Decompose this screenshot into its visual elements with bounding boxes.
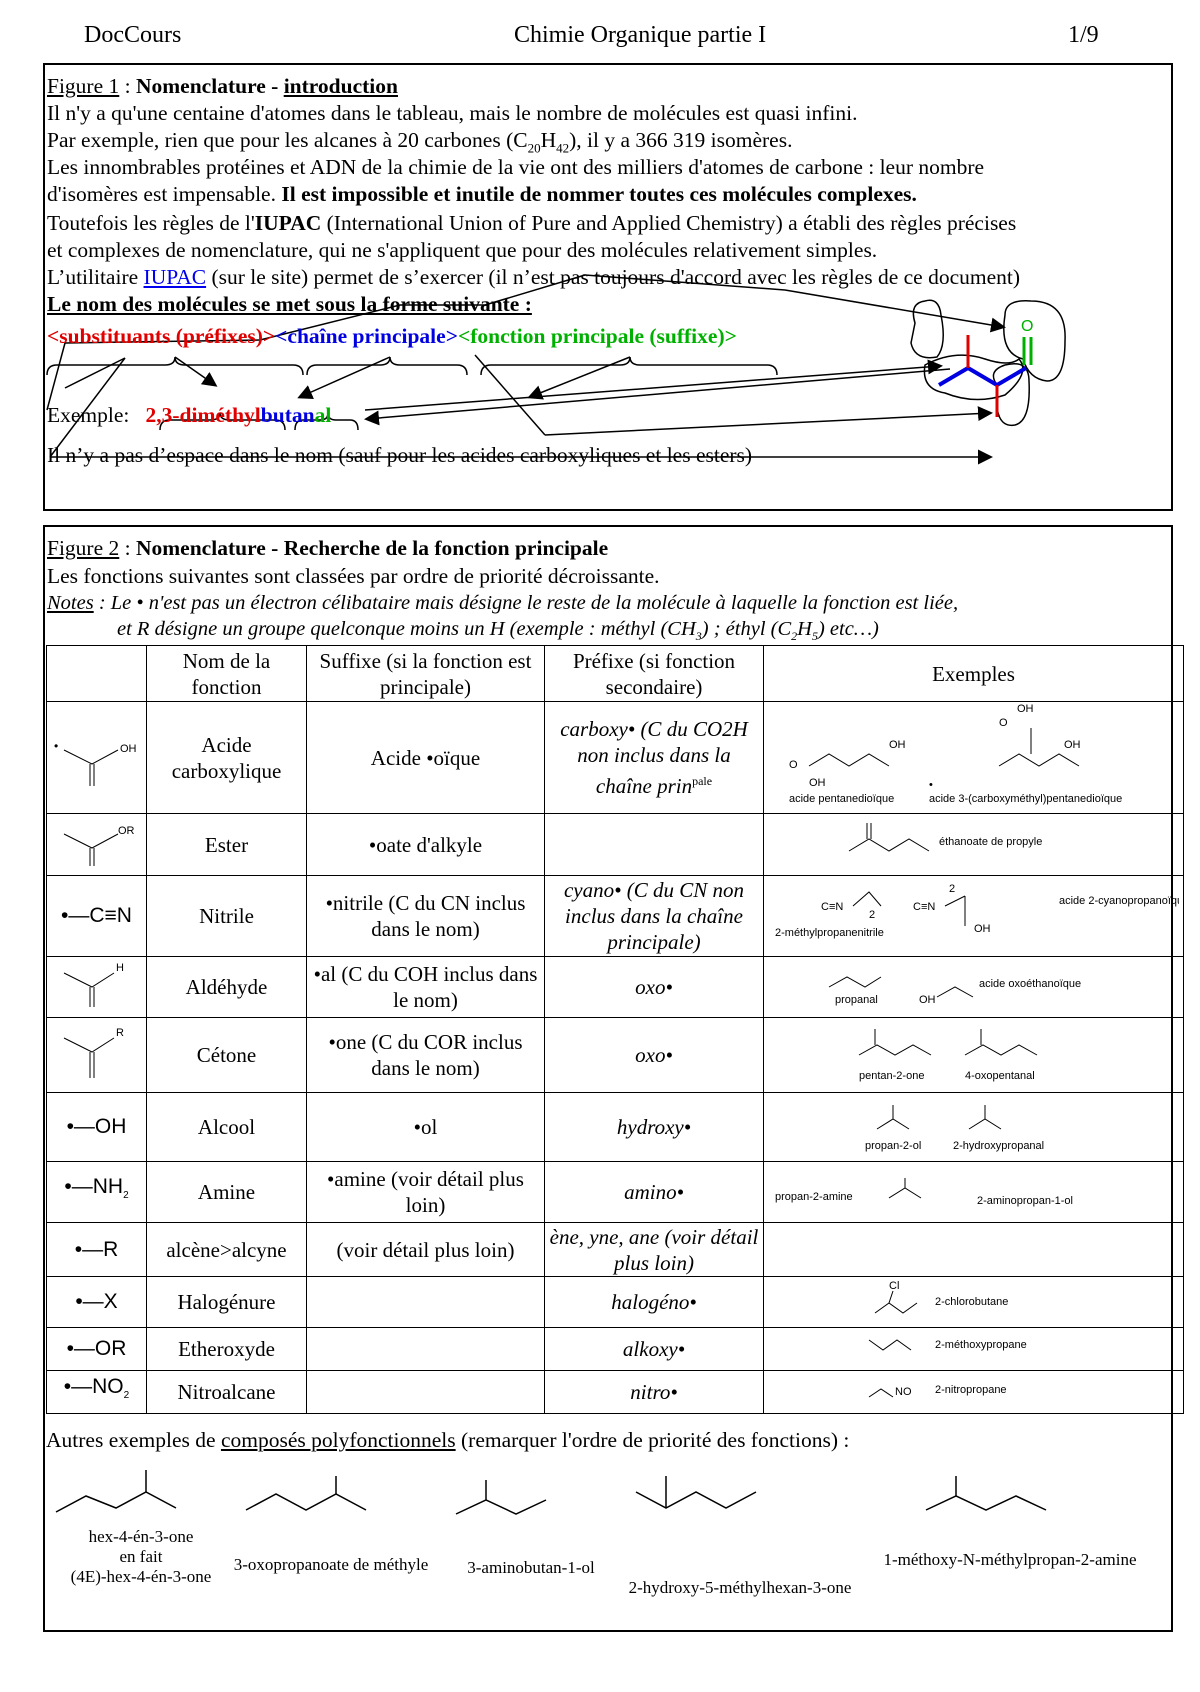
struct-aldehyde <box>47 957 147 1018</box>
svg-text:2-méthylpropanenitrile: 2-méthylpropanenitrile <box>774 927 884 939</box>
name-ester: Ester <box>147 814 307 876</box>
figure-1-box <box>43 63 1173 511</box>
svg-text:acide oxoéthanoïque: acide oxoéthanoïque <box>978 978 1081 990</box>
examples-acid <box>764 702 1184 814</box>
svg-text:OR: OR <box>117 825 134 837</box>
struct-alcohol: •—OH <box>47 1093 147 1162</box>
suffix-ether <box>307 1328 545 1371</box>
examples-nitrile <box>764 876 1184 957</box>
name-amine: Amine <box>147 1162 307 1223</box>
fig2-label: Figure 2 <box>47 536 120 560</box>
svg-text:H: H <box>115 962 124 974</box>
example-line <box>47 402 331 429</box>
svg-text:Cl: Cl <box>888 1280 899 1292</box>
examples-ketone <box>764 1018 1184 1093</box>
table-row <box>47 1162 1184 1223</box>
brace-function <box>481 357 777 375</box>
suffix-acid: Acide •oïque <box>307 702 545 814</box>
svg-text:•: • <box>928 779 933 791</box>
example-label: Exemple: <box>47 403 130 427</box>
table-row <box>47 1223 1184 1277</box>
brace-chain <box>307 357 467 375</box>
table-row <box>47 702 1184 814</box>
page-number: 1/9 <box>1068 22 1099 48</box>
suffix-nitrile: •nitrile (C du CN inclus dans le nom) <box>307 876 545 957</box>
examples-ether <box>764 1328 1184 1371</box>
name-aldehyde: Aldéhyde <box>147 957 307 1018</box>
svg-text:2: 2 <box>948 883 955 895</box>
suffix-aldehyde: •al (C du COH inclus dans le nom) <box>307 957 545 1018</box>
table-row <box>47 1093 1184 1162</box>
name-ketone: Cétone <box>147 1018 307 1093</box>
fig1-title-a: Nomenclature - <box>136 74 279 98</box>
svg-text:propanal: propanal <box>834 994 878 1006</box>
prefix-alkene: ène, yne, ane (voir détail plus loin) <box>545 1223 764 1277</box>
suffix-alcohol: •ol <box>307 1093 545 1162</box>
svg-text:O: O <box>998 717 1008 729</box>
table-row <box>47 1371 1184 1414</box>
fig1-p4: d'isomères est impensable. Il est impossible et inutile de nommer toutes ces molécules complexes. <box>47 182 917 206</box>
svg-text:2-nitropropane: 2-nitropropane <box>934 1384 1007 1396</box>
examples-alcohol <box>764 1093 1184 1162</box>
prefix-nitro: nitro• <box>545 1371 764 1414</box>
header-left: DocCours <box>84 22 182 48</box>
formula-chain: <chaîne principale> <box>275 324 458 348</box>
prefix-ether: alkoxy• <box>545 1328 764 1371</box>
name-acid: Acide carboxylique <box>147 702 307 814</box>
struct-halide: •—X <box>47 1277 147 1328</box>
prefix-ester <box>545 814 764 876</box>
table-row <box>47 957 1184 1018</box>
fig1-p2: Par exemple, rien que pour les alcanes à 20 carbones $(C_{20}H_{42})$, il y a 366 319 isomères. <box>47 128 793 156</box>
table-row <box>47 1328 1184 1371</box>
struct-ketone <box>47 1018 147 1093</box>
svg-text:R: R <box>115 1027 124 1039</box>
suffix-halide <box>307 1277 545 1328</box>
name-alcohol: Alcool <box>147 1093 307 1162</box>
svg-text:acide 3-(carboxyméthyl)pentane: acide 3-(carboxyméthyl)pentanedioïque <box>928 793 1122 805</box>
fig1-title-b: introduction <box>283 74 398 98</box>
table-row <box>47 1018 1184 1093</box>
svg-text:OH: OH <box>1063 739 1080 751</box>
fig2-notes-1: Notes : Le • n'est pas un électron célibataire mais désigne le reste de la molécule à laquelle la fonction est liée, <box>47 592 959 614</box>
examples-ester <box>764 814 1184 876</box>
examples-nitro <box>764 1371 1184 1414</box>
header-examples: Exemples <box>764 646 1184 702</box>
prefix-halide: halogéno• <box>545 1277 764 1328</box>
poly-caption-5: 1-méthoxy-N-méthylpropan-2-amine <box>883 1550 1137 1569</box>
fig2-title: Figure 2 : Nomenclature - Recherche de la fonction principale <box>47 536 609 560</box>
svg-text:C≡N: C≡N <box>820 901 843 913</box>
svg-text:O: O <box>788 759 798 771</box>
name-nitrile: Nitrile <box>147 876 307 957</box>
examples-alkene <box>764 1223 1184 1277</box>
suffix-alkene: (voir détail plus loin) <box>307 1223 545 1277</box>
header-prefix: Préfixe (si fonction secondaire) <box>545 646 764 702</box>
formula-substituents: <substituants (préfixes)> <box>47 324 276 348</box>
fig1-p7: L’utilitaire IUPAC (sur le site) permet de s’exercer (il n’est pas toujours d'accord avec les règles de ce document) <box>47 265 1021 289</box>
examples-halide <box>764 1277 1184 1328</box>
struct-nitrile: •—C≡N <box>47 876 147 957</box>
svg-text:OH: OH <box>119 742 136 755</box>
table-row <box>47 814 1184 876</box>
iupac-link[interactable]: IUPAC <box>143 265 207 289</box>
svg-text:2-hydroxypropanal: 2-hydroxypropanal <box>952 1140 1044 1152</box>
fig1-p6: et complexes de nomenclature, qui ne s'appliquent que pour des molécules relativement simples. <box>47 238 878 262</box>
fig1-title <box>47 73 398 100</box>
suffix-ester: •oate d'alkyle <box>307 814 545 876</box>
fig1-label: Figure 1 <box>47 74 120 98</box>
header-suffix: Suffixe (si la fonction est principale) <box>307 646 545 702</box>
svg-text:OH: OH <box>918 994 935 1006</box>
prefix-acid: carboxy• (C du CO2H non inclus dans la chaîne prin$^{pale}$ <box>545 702 764 814</box>
prefix-nitrile: cyano• (C du CN non inclus dans la chaîne principale) <box>545 876 764 957</box>
svg-text:NO: NO <box>894 1386 911 1398</box>
struct-alkene: •—R <box>47 1223 147 1277</box>
svg-text:propan-2-ol: propan-2-ol <box>864 1140 921 1152</box>
svg-text:OH: OH <box>973 923 990 935</box>
svg-text:OH: OH <box>888 739 905 751</box>
name-formula <box>47 323 737 350</box>
examples-aldehyde <box>764 957 1184 1018</box>
struct-acid <box>47 702 147 814</box>
svg-text:•: • <box>53 738 58 753</box>
svg-text:4-oxopentanal: 4-oxopentanal <box>964 1070 1035 1082</box>
fig1-sep: : <box>119 74 136 98</box>
svg-text:acide pentanedioïque: acide pentanedioïque <box>788 793 894 805</box>
prefix-amine: amino• <box>545 1162 764 1223</box>
table-row <box>47 1277 1184 1328</box>
poly-caption-4: 2-hydroxy-5-méthylhexan-3-one <box>628 1578 852 1597</box>
name-alkene: alcène>alcyne <box>147 1223 307 1277</box>
example-substituents: 2,3-diméthyl <box>145 403 261 427</box>
svg-text:C≡N: C≡N <box>912 901 935 913</box>
fig1-p8: Le nom des molécules se met sous la forme suivante : <box>47 292 532 316</box>
fig2-notes-2: et R désigne un groupe quelconque moins un H (exemple : méthyl $(CH_3)$ ; éthyl $(C_2H_5)$ etc…) <box>117 618 879 644</box>
header-structure <box>47 646 147 702</box>
svg-text:2-chlorobutane: 2-chlorobutane <box>934 1296 1008 1308</box>
name-nitro: Nitroalcane <box>147 1371 307 1414</box>
header-name: Nom de la fonction <box>147 646 307 702</box>
table-header-row <box>47 646 1184 702</box>
prefix-alcohol: hydroxy• <box>545 1093 764 1162</box>
svg-text:2-méthoxypropane: 2-méthoxypropane <box>934 1339 1027 1351</box>
molecule-oxygen-label: O <box>1021 318 1034 335</box>
functions-table <box>46 645 1184 1414</box>
struct-nitro: $•—NO_2$ <box>47 1371 147 1414</box>
poly-caption-1: hex-4-én-3-one en fait (4E)-hex-4-én-3-one <box>70 1527 212 1586</box>
examples-amine <box>764 1162 1184 1223</box>
example-function: al <box>314 403 332 427</box>
svg-text:OH: OH <box>1016 703 1033 715</box>
table-row <box>47 876 1184 957</box>
prefix-aldehyde: oxo• <box>545 957 764 1018</box>
brace-substituents <box>47 357 303 375</box>
name-ether: Etheroxyde <box>147 1328 307 1371</box>
struct-amine: $•—NH_2$ <box>47 1162 147 1223</box>
molecule-2-3-dimethylbutanal <box>911 300 1065 425</box>
poly-caption-2: 3-oxopropanoate de méthyle <box>233 1555 429 1574</box>
fig1-p3: Les innombrables protéines et ADN de la chimie de la vie ont des milliers d'atomes de carbone : leur nombre <box>47 155 985 179</box>
polyfunctional-structures <box>46 1462 1166 1532</box>
struct-ether: •—OR <box>47 1328 147 1371</box>
fig1-p9: Il n’y a pas d’espace dans le nom (sauf pour les acides carboxyliques et les esters) <box>47 443 753 467</box>
svg-text:OH: OH <box>808 777 825 789</box>
svg-text:éthanoate de propyle: éthanoate de propyle <box>938 835 1042 848</box>
name-halide: Halogénure <box>147 1277 307 1328</box>
svg-text:acide 2-cyanopropanoïque: acide 2-cyanopropanoïque <box>1058 895 1179 907</box>
prefix-ketone: oxo• <box>545 1018 764 1093</box>
svg-text:2: 2 <box>868 909 875 921</box>
fig1-p5: Toutefois les règles de l'IUPAC (International Union of Pure and Applied Chemistry) a établi des règles précises <box>47 211 1017 235</box>
suffix-amine: •amine (voir détail plus loin) <box>307 1162 545 1223</box>
svg-text:pentan-2-one: pentan-2-one <box>858 1070 924 1082</box>
fig1-p1: Il n'y a qu'une centaine d'atomes dans le tableau, mais le nombre de molécules est quasi infini. <box>47 101 858 125</box>
svg-text:propan-2-amine: propan-2-amine <box>774 1191 853 1203</box>
svg-text:2-aminopropan-1-ol: 2-aminopropan-1-ol <box>976 1195 1073 1207</box>
suffix-ketone: •one (C du COR inclus dans le nom) <box>307 1018 545 1093</box>
formula-function: <fonction principale (suffixe)> <box>457 324 737 348</box>
example-chain: butan <box>260 403 315 427</box>
poly-caption-3: 3-aminobutan-1-ol <box>467 1558 595 1577</box>
fig2-p1: Les fonctions suivantes sont classées par ordre de priorité décroissante. <box>47 564 660 588</box>
struct-ester <box>47 814 147 876</box>
autres-heading: Autres exemples de composés polyfonctionnels (remarquer l'ordre de priorité des fonctions) : <box>46 1428 850 1452</box>
suffix-nitro <box>307 1371 545 1414</box>
header-title: Chimie Organique partie I <box>514 22 767 48</box>
